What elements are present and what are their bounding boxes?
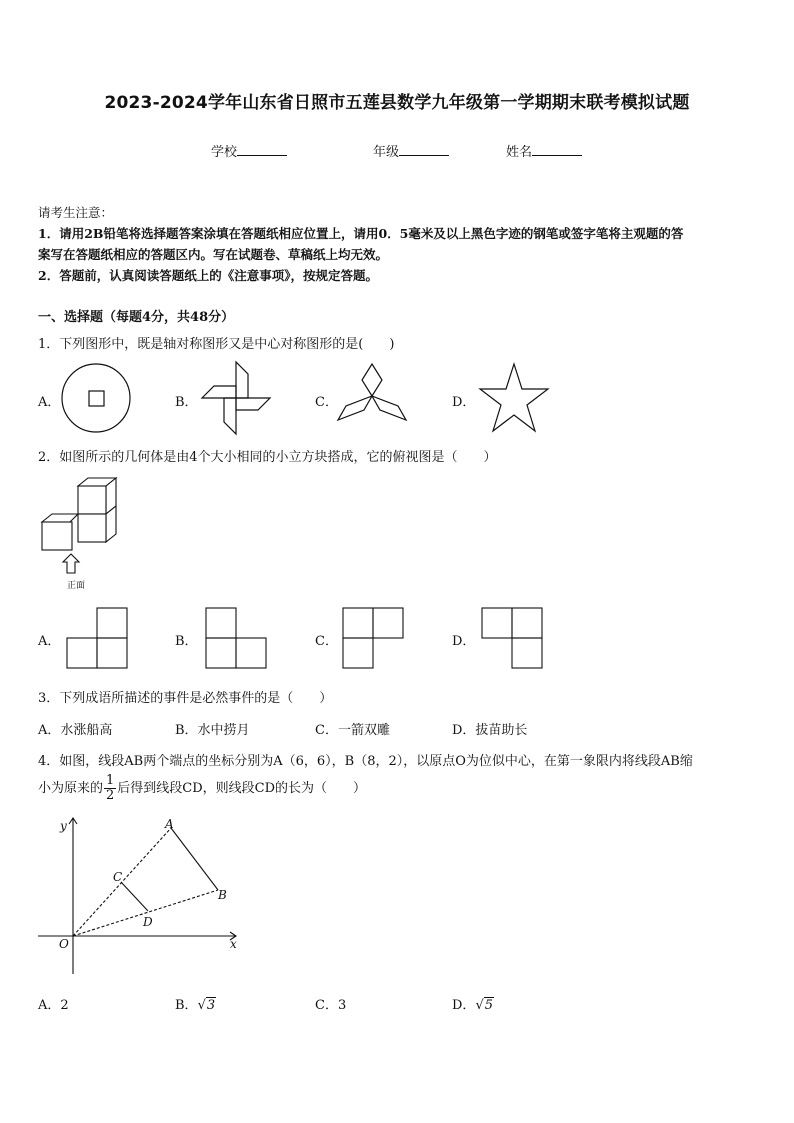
q4-option-a-value: 2 <box>60 998 69 1013</box>
q4-point-c-label: C <box>113 870 123 884</box>
q4-origin-label: O <box>59 937 69 951</box>
q1-pinwheel-figure <box>200 360 272 436</box>
notice-item-1-line-2: 案写在答题纸相应的答题区内。写在试题卷、草稿纸上均无效。 <box>38 247 389 262</box>
q3-stem: 3．下列成语所描述的事件是必然事件的是（ ） <box>38 691 333 706</box>
q3-option-d[interactable]: D．拔苗助长 <box>452 723 528 738</box>
name-label: 姓名 <box>506 145 533 160</box>
q4-option-d-label: D． <box>452 998 476 1013</box>
q2-stem: 2．如图所示的几何体是由4个大小相同的小立方块搭成，它的俯视图是（ ） <box>38 450 497 465</box>
q4-y-axis-label: y <box>60 819 67 833</box>
q2-option-b-label[interactable]: B． <box>175 634 198 649</box>
section-heading: 一、选择题（每题4分，共48分） <box>38 310 235 325</box>
q2-option-d-label[interactable]: D． <box>452 634 476 649</box>
q4-point-b-label: B <box>218 888 227 902</box>
grade-field[interactable] <box>373 141 449 160</box>
q4-stem-pre: 小为原来的 <box>38 781 104 796</box>
q2-cube-stack-figure <box>40 476 120 576</box>
q4-option-b-value: 3 <box>206 998 216 1013</box>
name-field[interactable] <box>506 141 582 160</box>
q1-three-rhombus-figure <box>336 362 408 424</box>
q4-option-c-label: C． <box>315 998 338 1013</box>
radical-sign-icon: √ <box>197 998 206 1013</box>
q4-option-a-label: A． <box>38 998 61 1013</box>
q4-stem-post: 后得到线段CD，则线段CD的长为（ ） <box>117 781 367 796</box>
q1-option-a-label[interactable]: A． <box>38 395 61 410</box>
school-label: 学校 <box>211 145 238 160</box>
q4-option-c[interactable] <box>315 994 346 1013</box>
notice-item-2: 2．答题前，认真阅读答题纸上的《注意事项》，按规定答题。 <box>38 268 378 283</box>
q2-option-a-view <box>67 607 129 669</box>
q2-option-c-label[interactable]: C． <box>315 634 338 649</box>
q1-option-c-label[interactable]: C． <box>315 395 338 410</box>
notice-item-1-line-1: 1．请用2B铅笔将选择题答案涂填在答题纸相应位置上，请用0．5毫米及以上黑色字迹的钢笔或签字笔将主观题的答 <box>38 226 684 241</box>
q4-option-b[interactable] <box>175 994 216 1013</box>
q4-option-a[interactable] <box>38 994 69 1013</box>
q4-point-a-label: A <box>165 817 174 831</box>
q3-option-a[interactable]: A．水涨船高 <box>38 723 113 738</box>
q4-x-axis-label: x <box>230 937 237 951</box>
q3-option-b[interactable]: B．水中捞月 <box>175 723 250 738</box>
q1-option-d-label[interactable]: D． <box>452 395 476 410</box>
q4-fraction <box>104 774 116 803</box>
q1-stem: 1．下列图形中，既是轴对称图形又是中心对称图形的是( ) <box>38 337 395 352</box>
q4-option-d[interactable] <box>452 994 494 1013</box>
q4-frac-denominator: 2 <box>106 788 115 803</box>
q1-star-figure <box>478 362 550 434</box>
grade-label: 年级 <box>373 145 400 160</box>
q4-coordinate-figure <box>34 814 244 979</box>
q4-option-d-value: 5 <box>484 998 494 1013</box>
q2-option-b-view <box>205 607 267 669</box>
q4-point-d-label: D <box>143 915 153 929</box>
q1-circle-square-figure <box>60 362 134 436</box>
q4-frac-numerator: 1 <box>106 773 115 788</box>
q4-option-c-value: 3 <box>337 998 347 1013</box>
q4-stem-line-2 <box>38 774 366 803</box>
school-field[interactable] <box>211 141 287 160</box>
q2-option-d-view <box>481 607 543 669</box>
page-title: 2023-2024学年山东省日照市五莲县数学九年级第一学期期末联考模拟试题 <box>104 93 690 113</box>
radical-sign-icon: √ <box>475 998 484 1013</box>
notice-heading: 请考生注意： <box>38 205 114 220</box>
q4-option-b-label: B． <box>175 998 198 1013</box>
q1-option-b-label[interactable]: B． <box>175 395 198 410</box>
q2-front-label: 正面 <box>67 581 86 591</box>
q4-stem-line-1: 4．如图，线段AB两个端点的坐标分别为A（6，6），B（8，2），以原点O为位似中心，在第一象限内将线段AB缩 <box>38 754 693 769</box>
exam-notice <box>38 202 764 286</box>
q3-option-c[interactable]: C．一箭双雕 <box>315 723 390 738</box>
q2-option-a-label[interactable]: A． <box>38 634 61 649</box>
q2-option-c-view <box>342 607 404 669</box>
